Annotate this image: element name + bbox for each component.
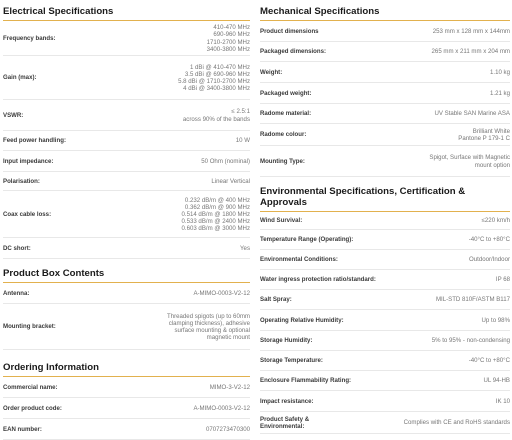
spec-value-line: 0.362 dB/m @ 900 MHz — [184, 203, 250, 211]
spec-label: Input impedance: — [3, 157, 54, 165]
spec-value — [193, 290, 250, 297]
spec-value-line: 410-470 MHz — [213, 24, 250, 32]
spec-value-line: MIL-STD 810F/ASTM B117 — [435, 296, 510, 304]
spec-value-line: Threaded spigots (up to 60mm — [167, 312, 250, 320]
spec-label: Packaged weight: — [260, 89, 312, 97]
spec-label: EAN number: — [3, 425, 42, 433]
electrical-section — [3, 0, 250, 259]
spec-value — [434, 110, 510, 117]
spec-row — [260, 83, 510, 104]
section-rows — [260, 212, 510, 434]
spec-value-line: 10 W — [235, 137, 250, 145]
spec-label: Gain (max): — [3, 74, 37, 82]
spec-label: Water ingress protection ratio/standard: — [260, 276, 376, 284]
spec-value-line: 4 dBi @ 3400-3800 MHz — [183, 85, 250, 93]
spec-value-line: A-MIMO-0003-V2-12 — [193, 289, 250, 297]
spec-value-line: 3.5 dBi @ 690-960 MHz — [184, 70, 250, 78]
spec-value-line: clamping thickness), adhesive — [168, 319, 250, 327]
section-rows — [3, 283, 250, 350]
spec-value — [432, 48, 510, 55]
spec-row — [3, 191, 250, 238]
spec-value — [181, 197, 250, 233]
spec-value-line: 1.21 kg — [490, 89, 510, 97]
spec-row — [260, 146, 510, 177]
section-rows — [3, 377, 250, 440]
spec-value — [436, 296, 510, 303]
spec-label: Storage Temperature: — [260, 357, 323, 365]
spec-label: Operating Relative Humidity: — [260, 316, 344, 324]
spec-label: Antenna: — [3, 289, 30, 297]
spec-value-line: Yes — [240, 244, 250, 252]
spec-row — [260, 250, 510, 270]
spec-row — [260, 331, 510, 351]
spec-row — [3, 238, 250, 259]
spec-row — [3, 56, 250, 100]
spec-row — [3, 419, 250, 440]
spec-row — [260, 21, 510, 42]
spec-value — [496, 276, 510, 283]
spec-row — [3, 151, 250, 172]
section-title: Electrical Specifications — [3, 0, 250, 21]
right-column — [260, 0, 510, 434]
mechanical-section — [260, 0, 510, 177]
spec-value-line: -40°C to +80°C — [468, 357, 510, 365]
spec-value-line: MIMO-3-V2-12 — [209, 383, 250, 391]
spec-label: Salt Spray: — [260, 296, 292, 304]
spec-row — [3, 131, 250, 151]
spec-value-line: ≤ 2.5:1 — [231, 108, 250, 116]
spec-value — [469, 236, 510, 243]
spec-value — [210, 384, 250, 391]
spec-value-line: Linear Vertical — [211, 177, 250, 185]
spec-value-line: UL 94-HB — [483, 377, 510, 385]
spec-value-line: 5.8 dBi @ 1710-2700 MHz — [178, 78, 250, 85]
section-rows — [260, 21, 510, 177]
spec-label: Storage Humidity: — [260, 337, 313, 345]
spec-value-line: 5% to 95% - non-condensing — [431, 337, 510, 345]
spec-value-line: IK 10 — [495, 397, 510, 405]
spec-value-line: UV Stable SAN Marine ASA — [434, 110, 510, 118]
spec-value-line: 0.603 dB/m @ 3000 MHz — [181, 225, 250, 233]
spec-label: Temperature Range (Operating): — [260, 236, 354, 244]
spec-value-line: 1710-2700 MHz — [206, 38, 250, 46]
left-column — [3, 0, 250, 440]
spec-value — [167, 313, 250, 342]
spec-row — [260, 391, 510, 412]
spec-row — [260, 270, 510, 290]
spec-value-line: 0707273470300 — [205, 425, 250, 433]
spec-value-line: Complies with CE and RoHS standards — [403, 419, 510, 427]
spec-row — [260, 371, 510, 391]
spec-value-line: 1.10 kg — [490, 68, 510, 76]
spec-value — [432, 337, 510, 344]
spec-label: Feed power handling: — [3, 137, 66, 145]
spec-label: VSWR: — [3, 111, 24, 119]
spec-value-line: magnetic mount — [206, 334, 250, 342]
spec-label: Frequency bands: — [3, 34, 56, 42]
spec-value-line: 3400-3800 MHz — [206, 45, 250, 53]
spec-row — [3, 100, 250, 131]
spec-value-line: 0.514 dB/m @ 1800 MHz — [181, 210, 250, 218]
spec-label: Mounting Type: — [260, 157, 305, 165]
product-box-section — [3, 262, 250, 350]
spec-row — [260, 351, 510, 371]
spec-label: Enclosure Flammability Rating: — [260, 377, 352, 385]
spec-row — [260, 42, 510, 62]
spec-label: Mounting bracket: — [3, 323, 56, 331]
spec-row — [3, 398, 250, 419]
spec-value-line: across 90% of the bands — [182, 115, 250, 123]
spec-value — [482, 217, 510, 224]
spec-value — [458, 128, 510, 142]
spec-value-line: 1 dBi @ 410-470 MHz — [189, 63, 250, 71]
spec-value — [404, 419, 510, 426]
section-rows — [3, 21, 250, 259]
spec-value-line: 265 mm x 211 mm x 204 mm — [431, 48, 510, 56]
spec-row — [260, 62, 510, 83]
spec-value — [211, 178, 250, 185]
spec-value-line: IP 68 — [495, 276, 510, 284]
spec-value-line: surface mounting & optional — [174, 327, 250, 334]
spec-value — [490, 69, 510, 76]
spec-value — [469, 256, 510, 263]
spec-value — [240, 245, 250, 252]
spec-value-line: Brilliant White — [472, 127, 510, 135]
spec-label: Product dimensions — [260, 27, 319, 35]
spec-row — [260, 104, 510, 124]
spec-label: Commercial name: — [3, 383, 58, 391]
ordering-section — [3, 356, 250, 440]
environmental-section — [260, 180, 510, 434]
spec-value — [482, 317, 510, 324]
spec-label: Environmental Conditions: — [260, 256, 338, 264]
spec-value-line: 253 mm x 128 mm x 144mm — [432, 27, 510, 35]
spec-label: DC short: — [3, 244, 31, 252]
spec-value-line: mount option — [474, 161, 510, 169]
spec-label: Radome material: — [260, 110, 312, 118]
spec-value-line: Pantone P 179-1 C — [458, 135, 510, 142]
spec-value — [496, 398, 510, 405]
spec-value — [193, 405, 250, 412]
spec-row — [260, 124, 510, 146]
spec-row — [3, 172, 250, 191]
spec-value-line: 0.232 dB/m @ 400 MHz — [184, 196, 250, 204]
spec-value-line: Spigot, Surface with Magnetic — [429, 154, 510, 162]
spec-value-line: Up to 98% — [481, 316, 510, 324]
spec-value-line: Outdoor/Indoor — [469, 256, 510, 264]
spec-value — [183, 108, 250, 122]
spec-value — [433, 28, 510, 35]
spec-value-line: -40°C to +80°C — [468, 236, 510, 244]
spec-row — [3, 21, 250, 56]
spec-row — [3, 283, 250, 304]
spec-value — [236, 137, 250, 144]
spec-value — [469, 357, 510, 364]
spec-value — [490, 90, 510, 97]
spec-label: Weight: — [260, 68, 283, 76]
spec-value — [429, 154, 510, 168]
spec-value — [207, 24, 250, 53]
spec-value-line: 690-960 MHz — [213, 31, 250, 39]
section-title: Ordering Information — [3, 356, 250, 377]
spec-label: Polarisation: — [3, 177, 40, 185]
spec-row — [260, 412, 510, 434]
spec-row — [3, 304, 250, 350]
spec-row — [260, 290, 510, 310]
section-title: Mechanical Specifications — [260, 0, 510, 21]
spec-value-line: 0.533 dB/m @ 2400 MHz — [181, 218, 250, 226]
section-title: Product Box Contents — [3, 262, 250, 283]
spec-row — [260, 212, 510, 230]
spec-value-line: ≤220 km/h — [481, 217, 510, 225]
spec-label: Wind Survival: — [260, 217, 303, 225]
spec-label: Impact resistance: — [260, 397, 314, 405]
spec-label: Order product code: — [3, 404, 62, 412]
spec-label: Coax cable loss: — [3, 210, 52, 218]
spec-value-line: 50 Ohm (nominal) — [201, 157, 250, 165]
spec-row — [3, 377, 250, 398]
spec-value — [206, 426, 250, 433]
spec-value — [201, 158, 250, 165]
spec-label: Product Safety & Environmental: — [260, 415, 310, 430]
spec-value — [178, 64, 250, 93]
section-title: Environmental Specifications, Certification & Approvals — [260, 180, 510, 212]
spec-label: Radome colour: — [260, 131, 307, 139]
spec-label: Packaged dimensions: — [260, 48, 327, 56]
spec-row — [260, 230, 510, 250]
spec-value-line: A-MIMO-0003-V2-12 — [193, 404, 250, 412]
spec-value — [483, 377, 510, 384]
spec-row — [260, 310, 510, 331]
